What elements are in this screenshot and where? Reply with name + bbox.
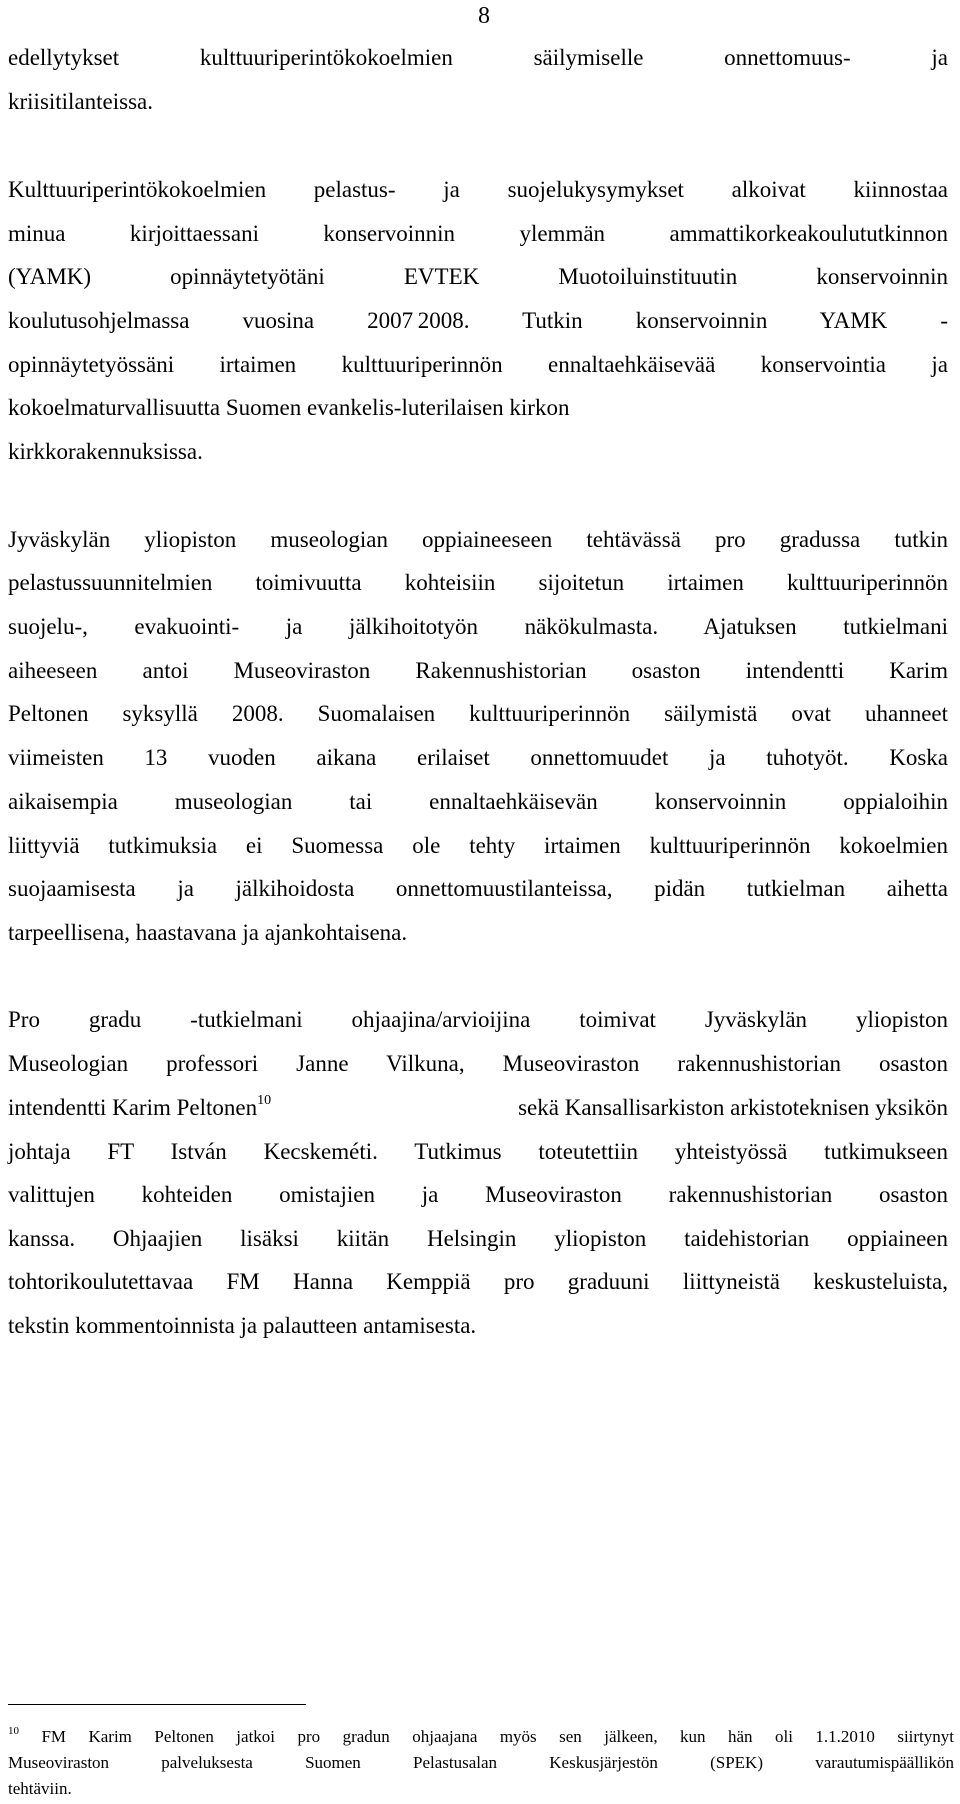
text-line: kokoelmaturvallisuutta Suomen evankelis-luterilaisen kirkon	[8, 395, 570, 420]
text-line: Kulttuuriperintökokoelmien pelastus- ja suojelukysymykset alkoivat kiinnostaa	[8, 177, 948, 202]
text-line: kanssa. Ohjaajien lisäksi kiitän Helsingin yliopiston taidehistorian oppiaineen	[8, 1226, 948, 1251]
text-line: aiheeseen antoi Museoviraston Rakennushistorian osaston intendentti Karim	[8, 658, 948, 683]
text-line: tarpeellisena, haastavana ja ajankohtaisena.	[8, 920, 408, 945]
footnote-line: tehtäviin.	[8, 1779, 72, 1798]
text-line: johtaja FT István Kecskeméti. Tutkimus toteutettiin yhteistyössä tutkimukseen	[8, 1139, 948, 1164]
text-line: koulutusohjelmassa vuosina 2007 2008. Tutkin konservoinnin YAMK -	[8, 308, 948, 333]
text-line: valittujen kohteiden omistajien ja Museoviraston rakennushistorian osaston	[8, 1182, 948, 1207]
text-line: aikaisempia museologian tai ennaltaehkäisevän konservoinnin oppialoihin	[8, 789, 948, 814]
text-line: tekstin kommentoinnista ja palautteen antamisesta.	[8, 1313, 477, 1338]
text-line: liittyviä tutkimuksia ei Suomessa ole tehty irtaimen kulttuuriperinnön kokoelmien	[8, 833, 948, 858]
text-line: suojelu-, evakuointi- ja jälkihoitotyön näkökulmasta. Ajatuksen tutkielmani	[8, 614, 948, 639]
text-segment: sekä Kansallisarkiston arkistoteknisen yksikön	[518, 1095, 948, 1120]
text-line: pelastussuunnitelmien toimivuutta kohteisiin sijoitetun irtaimen kulttuuriperinnön	[8, 570, 948, 595]
footnote-text: FM Karim Peltonen jatkoi pro gradun ohjaajana myös sen jälkeen, kun hän oli 1.1.2010 siirtynyt	[41, 1727, 954, 1746]
text-run: intendentti Karim Peltonen	[8, 1095, 258, 1120]
text-line: Jyväskylän yliopiston museologian oppiaineeseen tehtävässä pro gradussa tutkin	[8, 527, 948, 552]
text-line: minua kirjoittaessani konservoinnin ylemmän ammattikorkeakoulututkinnon	[8, 221, 948, 246]
text-line: kriisitilanteissa.	[8, 89, 154, 114]
text-line	[8, 1094, 948, 1122]
text-line: (YAMK) opinnäytetyötäni EVTEK Muotoiluinstituutin konservoinnin	[8, 264, 948, 289]
page-number: 8	[478, 3, 490, 29]
text-line: edellytykset kulttuuriperintökokoelmien säilymiselle onnettomuus- ja	[8, 45, 948, 70]
text-segment	[8, 1094, 271, 1122]
text-line: opinnäytetyössäni irtaimen kulttuuriperinnön ennaltaehkäisevää konservointia ja	[8, 352, 948, 377]
text-line: Museologian professori Janne Vilkuna, Museoviraston rakennushistorian osaston	[8, 1051, 948, 1076]
footnote-separator	[8, 1704, 306, 1705]
text-line: viimeisten 13 vuoden aikana erilaiset onnettomuudet ja tuhotyöt. Koska	[8, 745, 948, 770]
footnote-number: 10	[8, 1725, 19, 1737]
text-line: Peltonen syksyllä 2008. Suomalaisen kulttuuriperinnön säilymistä ovat uhanneet	[8, 701, 948, 726]
footnote-line	[8, 1726, 954, 1748]
text-line: suojaamisesta ja jälkihoidosta onnettomuustilanteissa, pidän tutkielman aihetta	[8, 876, 948, 901]
footnote-line: Museoviraston palveluksesta Suomen Pelastusalan Keskusjärjestön (SPEK) varautumispäällikön	[8, 1753, 954, 1772]
footnote-reference: 10	[257, 1093, 272, 1108]
text-line: kirkkorakennuksissa.	[8, 439, 203, 464]
text-line: Pro gradu -tutkielmani ohjaajina/arvioijina toimivat Jyväskylän yliopiston	[8, 1007, 948, 1032]
text-line: tohtorikoulutettavaa FM Hanna Kemppiä pro graduuni liittyneistä keskusteluista,	[8, 1269, 948, 1294]
